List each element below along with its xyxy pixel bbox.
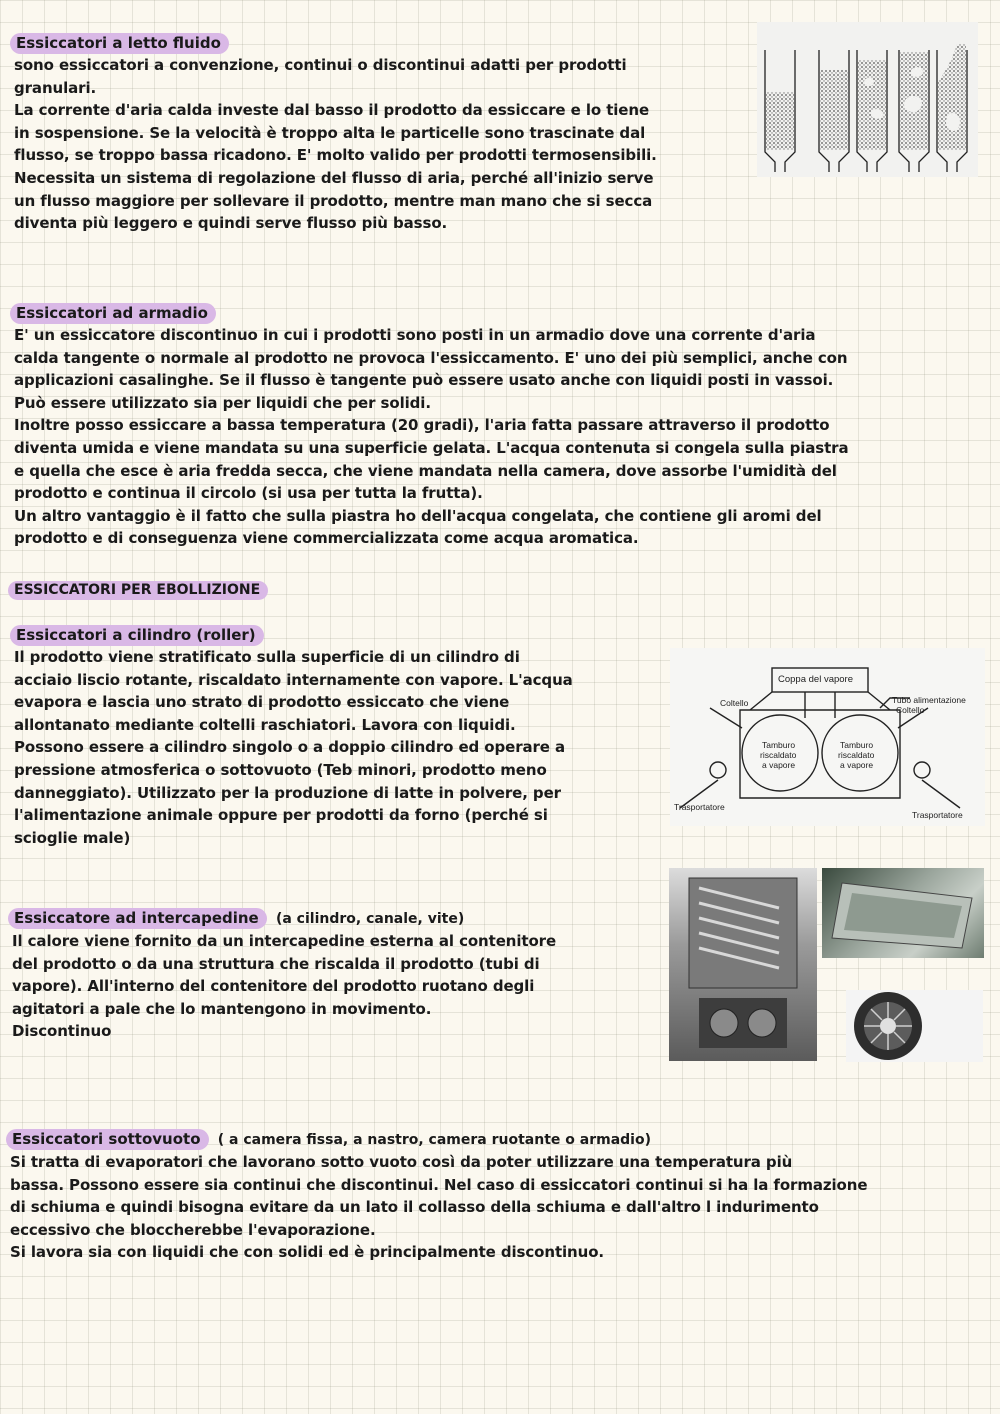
section-title: Essiccatori ad armadio <box>10 303 216 324</box>
label-coppa: Coppa del vapore <box>778 674 853 685</box>
label-tamburo-left-3: a vapore <box>762 760 796 770</box>
section-armadio <box>10 302 990 550</box>
section-subtitle: ( a camera fissa, a nastro, camera ruotante o armadio) <box>217 1132 651 1148</box>
canal-dryer-illustration <box>822 868 984 958</box>
section-title: ESSICCATORI PER EBOLLIZIONE <box>8 581 268 600</box>
section-body: sono essiccatori a convenzione, continui o discontinui adatti per prodotti granulari. La corrente d'aria calda investe dal basso il prodotto da essiccare e lo tiene in sospensione. Se la velocità è troppo alta le particelle sono trascinate dal flusso, se troppo bassa ricadono. E' molto valido per prodotti termosensibili. Necessita un sistema di regolazione del flusso di aria, perché all'inizio serve un flusso maggiore per sollevare il prodotto, mentre man mano che si secca diventa più leggero e quindi serve flusso più basso. <box>14 56 657 233</box>
label-tamburo-right-1: Tamburo <box>840 740 874 750</box>
label-tamburo-right-2: riscaldato <box>838 750 875 760</box>
section-body: Il prodotto viene stratificato sulla superficie di un cilindro di acciaio liscio rotante, riscaldato internamente con vapore. L'acqua evapora e lascia uno strato di prodotto essiccato che viene allontanato mediante coltelli raschiatori. Lavora con liquidi. Possono essere a cilindro singolo o a doppio cilindro ed operare a pressione atmosferica o sottovuoto (Teb minori, prodotto meno danneggiato). Utilizzato per la produzione di latte in polvere, per l'alimentazione animale oppure per prodotti da forno (perché si scioglie male) <box>14 648 573 847</box>
section-cilindro <box>10 624 660 849</box>
heading-letto-fluido <box>10 32 745 54</box>
label-coltello-left: Coltello <box>720 698 749 708</box>
label-tamburo-left-2: riscaldato <box>760 750 797 760</box>
roller-dryer-figure <box>670 648 985 826</box>
heading-armadio <box>10 302 990 324</box>
screw-detail-illustration <box>846 990 983 1062</box>
roller-dryer-diagram <box>670 648 985 826</box>
section-ebollizione <box>8 579 268 601</box>
label-tamburo-left-1: Tamburo <box>762 740 796 750</box>
screw-detail-photo <box>846 990 983 1062</box>
label-tamburo-right-3: a vapore <box>840 760 874 770</box>
heading-sottovuoto <box>6 1128 991 1151</box>
section-sottovuoto <box>6 1128 991 1264</box>
label-tubo: Tubo alimentazione <box>892 695 966 705</box>
screw-dryer-illustration <box>669 868 817 1061</box>
section-body: E' un essiccatore discontinuo in cui i prodotti sono posti in un armadio dove una corrente d'aria calda tangente o normale al prodotto ne provoca l'essiccamento. E' uno dei più semplici, anche con applicazioni casalinghe. Se il flusso è tangente può essere usato anche con liquidi posti in vassoi. Può essere utilizzato sia per liquidi che per solidi. Inoltre posso essiccare a bassa temperatura (20 gradi), l'aria fatta passare attraverso il prodotto diventa umida e viene mandata su una superficie gelata. L'acqua contenuta si congela sulla piastra e quella che esce è aria fredda secca, che viene mandata nella camera, dove assorbe l'umidità del prodotto e continua il circolo (si usa per tutta la frutta). Un altro vantaggio è il fatto che sulla piastra ho dell'acqua congelata, che contiene gli aromi del prodotto e di conseguenza viene commercializzata come acqua aromatica. <box>14 326 849 548</box>
section-title: Essiccatori a letto fluido <box>10 33 229 54</box>
section-body: Si tratta di evaporatori che lavorano sotto vuoto così da poter utilizzare una temperatura più bassa. Possono essere sia continui che discontinui. Nel caso di essiccatori continui si ha la formazione di schiuma e quindi bisogna evitare da un lato il collasso della schiuma e dall'altro l indurimento eccessivo che bloccherebbe l'evaporazione. Si lavora sia con liquidi che con solidi ed è principalmente discontinuo. <box>10 1153 868 1262</box>
section-intercapedine <box>8 907 658 1043</box>
heading-ebollizione <box>8 579 268 601</box>
heading-intercapedine <box>8 907 658 930</box>
section-title: Essiccatori sottovuoto <box>6 1129 209 1150</box>
section-title: Essiccatori a cilindro (roller) <box>10 625 264 646</box>
label-trasportatore-left: Trasportatore <box>674 802 725 812</box>
canal-dryer-photo <box>822 868 984 958</box>
heading-cilindro <box>10 624 660 646</box>
section-letto-fluido <box>10 32 745 235</box>
screw-dryer-photo <box>669 868 817 1061</box>
fluid-bed-figure <box>757 22 978 177</box>
label-trasportatore-right: Trasportatore <box>912 810 963 820</box>
section-title: Essiccatore ad intercapedine <box>8 908 267 929</box>
label-coltello-right: Coltello <box>896 705 925 715</box>
section-subtitle: (a cilindro, canale, vite) <box>275 911 465 927</box>
fluid-bed-diagram <box>757 22 978 177</box>
section-body: Il calore viene fornito da un intercapedine esterna al contenitore del prodotto o da una struttura che riscalda il prodotto (tubi di vapore). All'interno del contenitore del prodotto ruotano degli agitatori a pale che lo mantengono in movimento. Discontinuo <box>12 932 557 1041</box>
